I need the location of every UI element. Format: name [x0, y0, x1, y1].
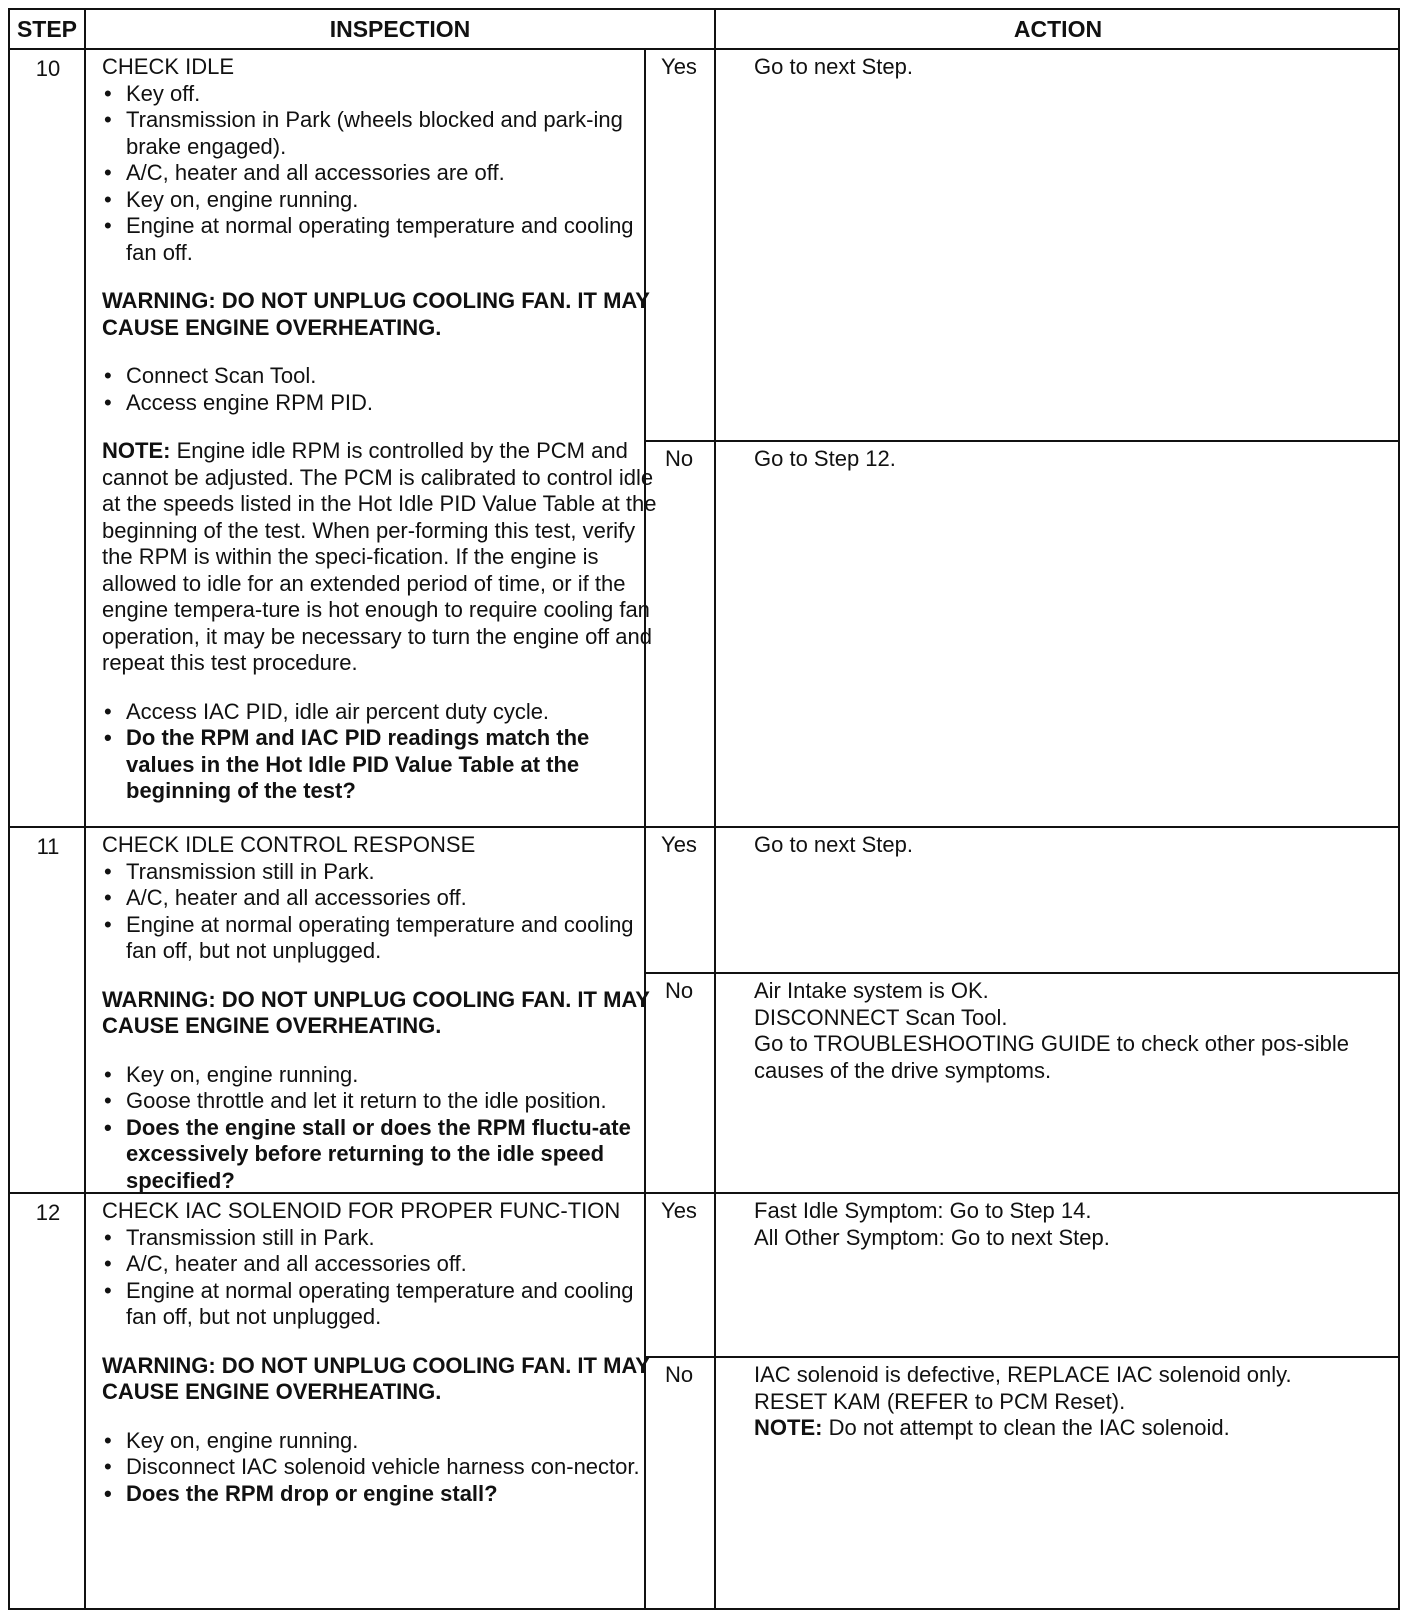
note-text: Engine idle RPM is controlled by the PCM and cannot be adjusted. The PCM is calibrated to control idle at the speeds listed in the Hot Idle PID Value Table at the beginning of the test. When per-forming this test, verify the RPM is within the speci-fication. If the engine is allowed to idle for an extended period of time, or if the engine tempera-ture is hot enough to require cooling fan operation, it may be necessary to turn the engine off and repeat this test procedure.	[102, 438, 657, 675]
bullet: • Access engine RPM PID.	[102, 390, 658, 417]
action-yes	[754, 832, 1394, 859]
step-number: 11	[36, 834, 60, 859]
diagnostic-table	[8, 8, 1400, 1610]
bullet: • Engine at normal operating temperature and cooling fan off, but not unplugged.	[102, 1278, 658, 1331]
bullet: • Transmission in Park (wheels blocked and park-ing brake engaged).	[102, 107, 658, 160]
bullet: • Access IAC PID, idle air percent duty cycle.	[102, 699, 658, 726]
bullet: • Engine at normal operating temperature and cooling fan off.	[102, 213, 658, 266]
action-no	[754, 1362, 1394, 1442]
answer-rule	[644, 440, 1398, 442]
note	[754, 1415, 1394, 1442]
answer-yes: Yes	[661, 1198, 697, 1223]
action-line: DISCONNECT Scan Tool.	[754, 1004, 1008, 1030]
question: • Do the RPM and IAC PID readings match the values in the Hot Idle PID Value Table at the beginning of the test?	[102, 725, 658, 805]
action-line: IAC solenoid is defective, REPLACE IAC solenoid only.	[754, 1362, 1292, 1387]
bullet: • A/C, heater and all accessories off.	[102, 1251, 658, 1278]
warning: WARNING: DO NOT UNPLUG COOLING FAN. IT MAY CAUSE ENGINE OVERHEATING.	[102, 986, 650, 1038]
answer-no: No	[664, 978, 694, 1003]
answer-rule	[644, 972, 1398, 974]
column-divider	[714, 10, 716, 1608]
action-line: All Other Symptom: Go to next Step.	[754, 1224, 1110, 1250]
bullet: • Engine at normal operating temperature and cooling fan off, but not unplugged.	[102, 912, 658, 965]
inspection-cell	[102, 1198, 658, 1507]
question: • Does the RPM drop or engine stall?	[102, 1481, 658, 1508]
note	[102, 438, 658, 677]
header-rule	[10, 48, 1398, 50]
bullet: • Connect Scan Tool.	[102, 363, 658, 390]
bullet: • Key off.	[102, 81, 658, 108]
bullet: • Transmission still in Park.	[102, 859, 658, 886]
action-line: Go to next Step.	[754, 832, 913, 857]
action-yes	[754, 1198, 1394, 1251]
bullet: • Key on, engine running.	[102, 187, 658, 214]
action-line: Go to Step 12.	[754, 446, 896, 471]
row-rule	[10, 826, 1398, 828]
header-inspection: INSPECTION	[329, 16, 471, 42]
answer-rule	[644, 1356, 1398, 1358]
note-label: NOTE:	[102, 438, 171, 463]
action-line: Go to TROUBLESHOOTING GUIDE to check other pos-sible causes of the drive symptoms.	[754, 1031, 1350, 1083]
column-divider	[84, 10, 86, 1608]
answer-yes: Yes	[661, 54, 697, 79]
warning: WARNING: DO NOT UNPLUG COOLING FAN. IT MAY CAUSE ENGINE OVERHEATING.	[102, 1352, 650, 1404]
note-label: NOTE:	[754, 1415, 823, 1440]
header-step: STEP	[16, 16, 78, 42]
question: • Does the engine stall or does the RPM fluctu-ate excessively before returning to the idle speed specified?	[102, 1115, 658, 1195]
step-number: 12	[35, 1200, 61, 1225]
answer-yes: Yes	[661, 832, 697, 857]
header-action: ACTION	[1013, 16, 1103, 42]
bullet: • Goose throttle and let it return to the idle position.	[102, 1088, 658, 1115]
action-yes	[754, 54, 1394, 81]
step-title: CHECK IDLE	[102, 54, 235, 79]
answer-no: No	[664, 1362, 694, 1387]
bullet: • Key on, engine running.	[102, 1062, 658, 1089]
answer-no: No	[664, 446, 694, 471]
inspection-cell	[102, 832, 658, 1194]
step-title: CHECK IAC SOLENOID FOR PROPER FUNC-TION	[102, 1198, 621, 1223]
bullet: • Disconnect IAC solenoid vehicle harness con-nector.	[102, 1454, 658, 1481]
inspection-cell	[102, 54, 658, 805]
note-text: Do not attempt to clean the IAC solenoid.	[828, 1415, 1230, 1440]
action-line: Air Intake system is OK.	[754, 978, 989, 1003]
action-no	[754, 446, 1394, 473]
bullet: • A/C, heater and all accessories off.	[102, 885, 658, 912]
action-line: RESET KAM (REFER to PCM Reset).	[754, 1388, 1126, 1414]
step-title: CHECK IDLE CONTROL RESPONSE	[102, 832, 476, 857]
action-no	[754, 978, 1394, 1084]
bullet: • Transmission still in Park.	[102, 1225, 658, 1252]
bullet: • Key on, engine running.	[102, 1428, 658, 1455]
step-number: 10	[35, 56, 61, 81]
action-line: Fast Idle Symptom: Go to Step 14.	[754, 1198, 1092, 1223]
warning: WARNING: DO NOT UNPLUG COOLING FAN. IT MAY CAUSE ENGINE OVERHEATING.	[102, 288, 650, 340]
action-line: Go to next Step.	[754, 54, 913, 79]
bullet: • A/C, heater and all accessories are off.	[102, 160, 658, 187]
